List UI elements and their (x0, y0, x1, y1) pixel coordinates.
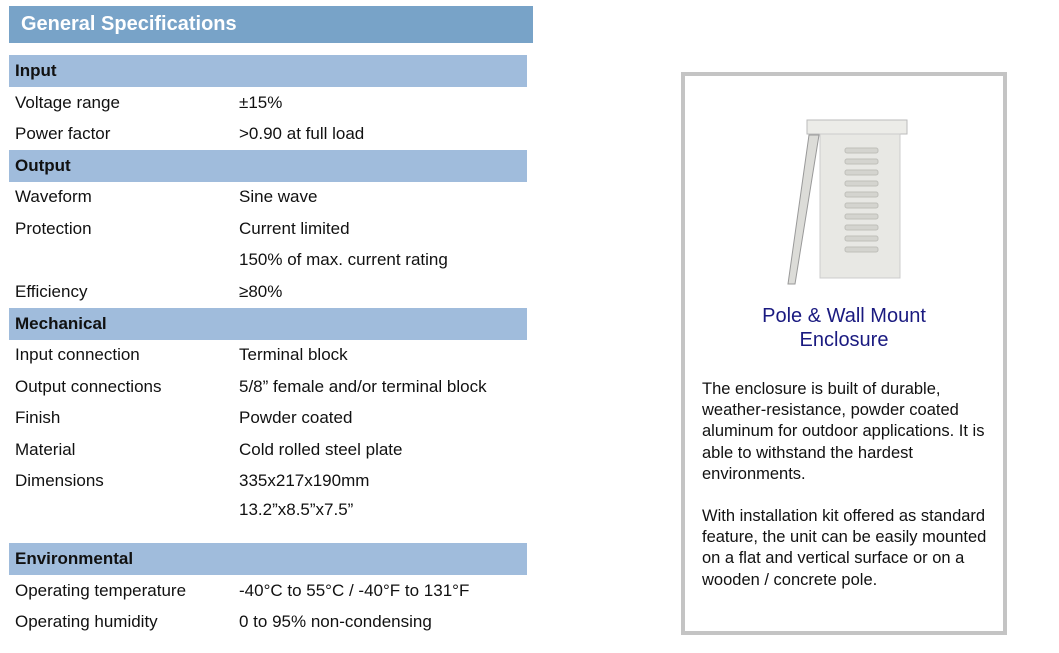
spec-label: Efficiency (15, 282, 88, 301)
spec-label: Power factor (15, 124, 111, 143)
spec-label: Voltage range (15, 93, 120, 112)
spec-row (15, 345, 535, 365)
spec-row (15, 377, 535, 397)
spec-value: Terminal block (239, 345, 348, 364)
spec-value: -40°C to 55°C / -40°F to 131°F (239, 581, 470, 600)
section-environmental: Environmental (9, 543, 527, 575)
product-title (685, 304, 1003, 352)
product-title-line1: Pole & Wall Mount (762, 305, 926, 327)
spec-value: 5/8” female and/or terminal block (239, 377, 487, 396)
spec-row (15, 471, 535, 491)
spec-row (15, 612, 535, 632)
spec-row (15, 581, 535, 601)
spec-label: Operating humidity (15, 612, 158, 631)
spec-value: ±15% (239, 93, 283, 112)
spec-label: Material (15, 440, 76, 459)
spec-value: 150% of max. current rating (239, 250, 448, 269)
enclosure-image (775, 108, 915, 288)
product-title-line2: Enclosure (799, 329, 889, 351)
spec-row (15, 187, 535, 207)
spec-row (15, 124, 535, 144)
spec-value: 13.2”x8.5”x7.5” (239, 500, 354, 519)
spec-row (15, 93, 535, 113)
spec-label: Protection (15, 219, 92, 238)
spec-value: Current limited (239, 219, 350, 238)
product-description (702, 379, 1002, 612)
page-title: General Specifications (9, 6, 533, 43)
spec-value: >0.90 at full load (239, 124, 365, 143)
spec-row (15, 500, 535, 520)
spec-value: Powder coated (239, 408, 353, 427)
description-paragraph: With installation kit offered as standard feature, the unit can be easily mounted on a flat and vertical surface or on a wooden / concrete pole. (702, 507, 987, 589)
spec-value: Cold rolled steel plate (239, 440, 403, 459)
spec-label: Waveform (15, 187, 92, 206)
section-input: Input (9, 55, 527, 87)
spec-label: Input connection (15, 345, 140, 364)
spec-row (15, 250, 535, 270)
description-paragraph: The enclosure is built of durable, weather-resistance, powder coated aluminum for outdoor applications. It is able to withstand the hardest environments. (702, 380, 985, 483)
spec-value: 0 to 95% non-condensing (239, 612, 432, 631)
spec-value: Sine wave (239, 187, 318, 206)
spec-row (15, 408, 535, 428)
section-mechanical: Mechanical (9, 308, 527, 340)
spec-row (15, 440, 535, 460)
spec-label: Output connections (15, 377, 162, 396)
spec-label: Finish (15, 408, 61, 427)
section-output: Output (9, 150, 527, 182)
spec-label: Dimensions (15, 471, 104, 490)
spec-row (15, 219, 535, 239)
product-panel (681, 72, 1007, 635)
spec-value: 335x217x190mm (239, 471, 370, 490)
spec-label: Operating temperature (15, 581, 187, 600)
spec-row (15, 282, 535, 302)
spec-value: ≥80% (239, 282, 283, 301)
